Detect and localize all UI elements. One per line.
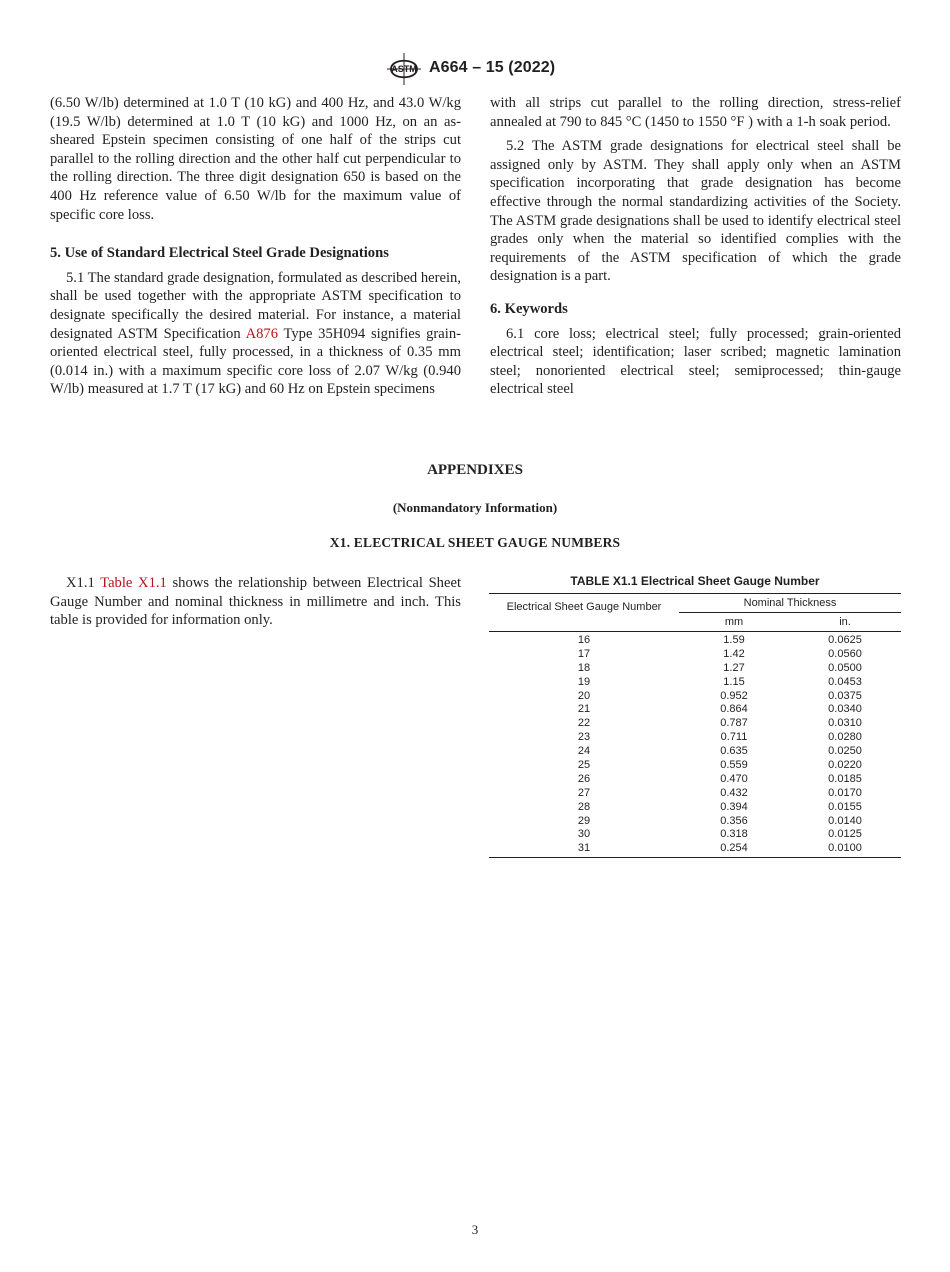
cell-gauge-number: 19: [577, 675, 591, 688]
header-nominal-thickness: Nominal Thickness: [743, 597, 837, 609]
table-row: [489, 815, 901, 829]
table-caption: TABLE X1.1 Electrical Sheet Gauge Number: [570, 574, 820, 588]
table-row: [489, 787, 901, 801]
page-number: 3: [471, 1222, 479, 1237]
cell-thickness-mm: 0.394: [720, 800, 748, 813]
cell-thickness-in: 0.0375: [828, 689, 862, 702]
cell-gauge-number: 25: [577, 759, 591, 772]
paragraph-6-1: 6.1 core loss; electrical steel; fully processed; grain-oriented electrical steel; identification; laser scribed; magnetic lamination steel; nonoriented electrical steel; semiprocessed; thin-gauge electrical steel: [490, 325, 901, 398]
paragraph-5-2: 5.2 The ASTM grade designations for electrical steel shall be assigned only by ASTM. They shall apply only when an ASTM specification incorporating that grade designation has become effective through the normal standardizing activities of the Society. The ASTM grade designations shall be used to identify electrical steel grades only when the material so identified complies with the requirements of the ASTM specification of which the grade designation is a part.: [490, 138, 901, 285]
cell-thickness-mm: 0.787: [720, 717, 748, 730]
a876-link[interactable]: A876: [245, 325, 278, 342]
paragraph-x1-1-text-end: shows the relationship between Electrical Sheet Gauge Number and nominal thickness in millimetre and inch. This table is provided for information only.: [50, 575, 461, 629]
table-header: [489, 594, 901, 632]
cell-thickness-in: 0.0280: [828, 731, 862, 744]
table-row: [489, 801, 901, 815]
cell-thickness-in: 0.0453: [828, 675, 862, 688]
table-row: [489, 842, 901, 856]
cell-thickness-in: 0.0140: [828, 814, 862, 827]
cell-thickness-in: 0.0340: [828, 703, 862, 716]
table-row: [489, 662, 901, 676]
cell-thickness-mm: 1.27: [723, 661, 745, 674]
cell-gauge-number: 17: [577, 647, 591, 660]
cell-thickness-mm: 1.59: [723, 634, 745, 646]
cell-gauge-number: 18: [577, 661, 591, 674]
cell-gauge-number: 27: [577, 786, 591, 799]
cell-thickness-mm: 0.952: [720, 689, 748, 702]
cell-thickness-mm: 0.356: [720, 814, 748, 827]
cell-thickness-in: 0.0100: [828, 842, 862, 855]
cell-thickness-in: 0.0250: [828, 745, 862, 758]
cell-gauge-number: 22: [577, 717, 591, 730]
astm-logo-icon: [385, 52, 423, 86]
cell-thickness-mm: 0.254: [720, 842, 748, 855]
table-row: [489, 634, 901, 648]
cell-thickness-in: 0.0155: [828, 800, 862, 813]
paragraph-x1-1: [50, 574, 461, 630]
cell-gauge-number: 31: [577, 842, 591, 855]
paragraph-5-1-continued: with all strips cut parallel to the rolling direction, stress-relief annealed at 790 to 845 °C (1450 to 1550 °F ) with a 1-h soak period.: [490, 95, 901, 130]
standard-designation: A664 – 15 (2022): [429, 59, 556, 76]
cell-gauge-number: 30: [577, 828, 591, 841]
cell-gauge-number: 26: [577, 772, 591, 785]
table-row: [489, 703, 901, 717]
table-row: [489, 731, 901, 745]
table-x1-1-link[interactable]: Table X1.1: [100, 575, 167, 591]
table-row: [489, 773, 901, 787]
paragraph-5-1: [50, 269, 461, 399]
cell-gauge-number: 28: [577, 800, 591, 813]
table-row: [489, 676, 901, 690]
cell-thickness-mm: 0.635: [720, 745, 748, 758]
nonmandatory-subtitle: (Nonmandatory Information): [392, 500, 558, 515]
page-header: [0, 52, 950, 86]
cell-thickness-in: 0.0500: [828, 661, 862, 674]
table-row: [489, 759, 901, 773]
cell-gauge-number: 16: [577, 634, 591, 646]
cell-thickness-in: 0.0220: [828, 759, 862, 772]
cell-gauge-number: 20: [577, 689, 591, 702]
cell-thickness-in: 0.0185: [828, 772, 862, 785]
header-gauge-number: Electrical Sheet Gauge Number: [506, 601, 662, 613]
cell-thickness-mm: 0.559: [720, 759, 748, 772]
left-column: [50, 94, 461, 405]
gauge-table: [489, 573, 901, 858]
table-row: [489, 745, 901, 759]
table-body-frame: [489, 593, 901, 858]
paragraph-5-1-text-start: 5.1 The standard grade designation, formulated as described herein, shall be used together with the appropriate ASTM specification to designate specifically the desired material. For instance, a material designated ASTM Specification: [50, 269, 461, 342]
header-in: in.: [839, 616, 851, 628]
astm-logo-text: ASTM: [391, 64, 417, 74]
table-row: [489, 690, 901, 704]
header-divider: [679, 612, 901, 613]
cell-thickness-mm: 0.470: [720, 772, 748, 785]
table-row: [489, 717, 901, 731]
cell-thickness-in: 0.0170: [828, 786, 862, 799]
table-row: [489, 828, 901, 842]
cell-thickness-in: 0.0625: [828, 634, 862, 646]
cell-thickness-mm: 0.864: [720, 703, 748, 716]
cell-gauge-number: 29: [577, 814, 591, 827]
appendixes-title: APPENDIXES: [427, 462, 523, 478]
section-5-heading: 5. Use of Standard Electrical Steel Grade Designations: [50, 245, 389, 262]
cell-thickness-mm: 1.42: [723, 647, 745, 660]
paragraph-5-1-text-end: Type 35H094 signifies grain-oriented electrical steel, fully processed, in a thickness of 0.35 mm (0.014 in.) with a maximum specific core loss of 2.07 W/kg (0.940 W/lb) measured at 1.7 T (17 kG) and 60 Hz on Epstein specimens: [50, 325, 461, 398]
table-row: [489, 648, 901, 662]
paragraph-x1-1-text-start: X1.1: [66, 575, 101, 591]
cell-thickness-in: 0.0125: [828, 828, 862, 841]
right-column: [490, 94, 901, 405]
cell-thickness-mm: 1.15: [723, 675, 745, 688]
header-mm: mm: [724, 616, 744, 628]
cell-gauge-number: 24: [577, 745, 591, 758]
cell-thickness-mm: 0.711: [720, 731, 748, 744]
cell-thickness-in: 0.0310: [828, 717, 862, 730]
section-6-heading: 6. Keywords: [490, 300, 568, 317]
paragraph-continued: (6.50 W/lb) determined at 1.0 T (10 kG) and 400 Hz, and 43.0 W/kg (19.5 W/lb) determined at 1.0 T (10 kG) and 1000 Hz, on an as-sheared Epstein specimen consisting of one half of the strips cut parallel to the rolling direction and the other half cut perpendicular to the rolling direction. The three digit designation 650 is based on the 400 Hz reference value of 6.50 W/lb for the maximum value of specific core loss.: [50, 95, 461, 223]
cell-thickness-in: 0.0560: [828, 647, 862, 660]
cell-thickness-mm: 0.318: [720, 828, 748, 841]
cell-gauge-number: 21: [577, 703, 591, 716]
cell-gauge-number: 23: [577, 731, 591, 744]
x1-heading: X1. ELECTRICAL SHEET GAUGE NUMBERS: [329, 535, 621, 550]
table-rows: [489, 632, 901, 857]
cell-thickness-mm: 0.432: [720, 786, 748, 799]
